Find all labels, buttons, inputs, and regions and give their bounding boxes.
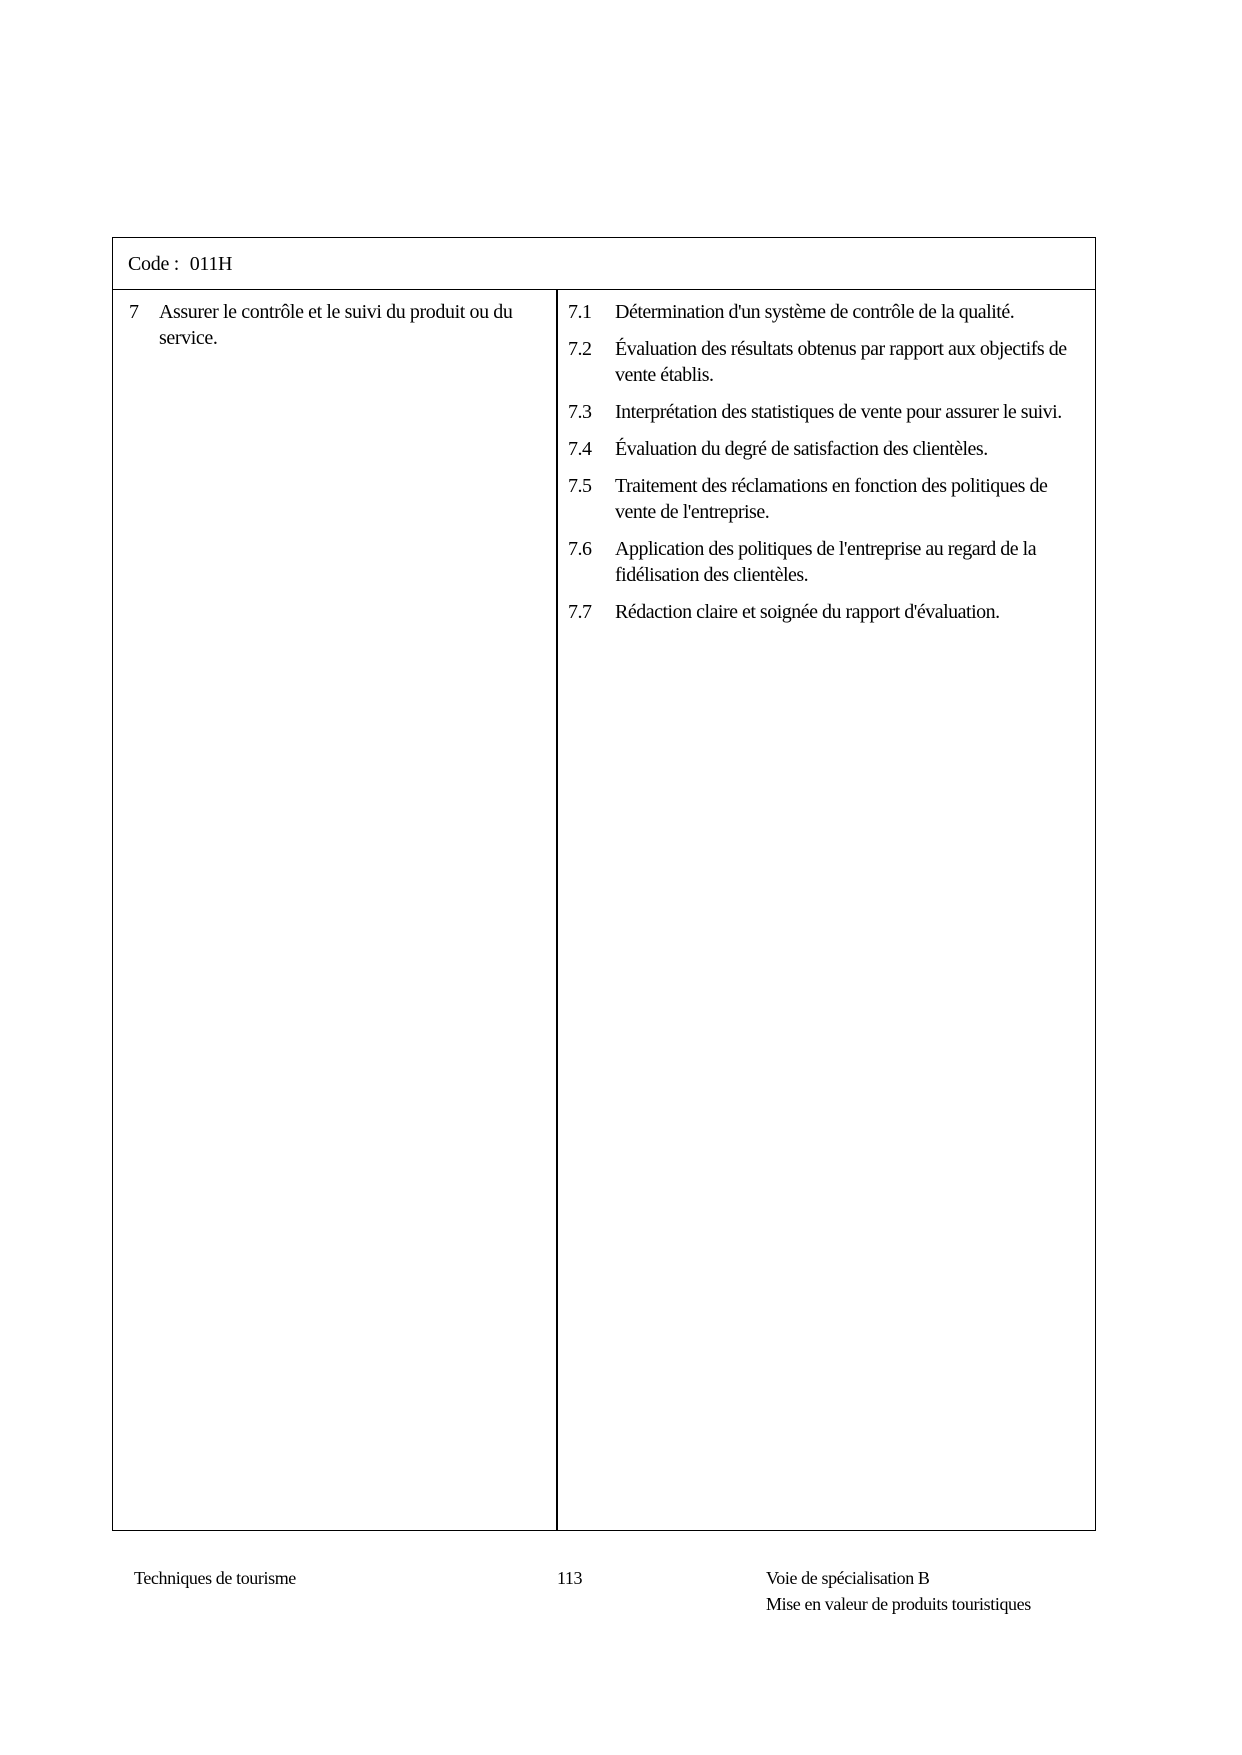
footer-specialisation-line2: Mise en valeur de produits touristiques (766, 1594, 1031, 1614)
criterion-item (568, 436, 1088, 462)
footer-specialisation-line1: Voie de spécialisation B (766, 1568, 930, 1588)
footer-page-number: 113 (557, 1568, 583, 1588)
criterion-item (568, 473, 1088, 525)
criterion-text: Rédaction claire et soignée du rapport d'évaluation. (615, 601, 1000, 623)
criterion-text: Application des politiques de l'entreprise au regard de la fidélisation des clientèles. (615, 538, 1037, 586)
competence-number: 7 (129, 301, 139, 323)
footer-specialisation (766, 1565, 1031, 1617)
criterion-item (568, 399, 1088, 425)
competency-table (112, 237, 1096, 1531)
competence-text: Assurer le contrôle et le suivi du produit ou du service. (159, 301, 513, 349)
criterion-number: 7.7 (568, 601, 592, 623)
criterion-text: Détermination d'un système de contrôle de la qualité. (615, 301, 1015, 323)
code-label: Code : (128, 253, 179, 275)
criterion-number: 7.3 (568, 401, 592, 423)
criterion-text: Interprétation des statistiques de vente pour assurer le suivi. (615, 401, 1062, 423)
criterion-number: 7.2 (568, 338, 592, 360)
criteria-column (568, 299, 1088, 636)
competence-column (129, 299, 539, 351)
criterion-text: Traitement des réclamations en fonction des politiques de vente de l'entreprise. (615, 475, 1048, 523)
criterion-item (568, 299, 1088, 325)
code-value: 011H (189, 253, 233, 275)
footer-program-title: Techniques de tourisme (134, 1568, 296, 1588)
criterion-number: 7.5 (568, 475, 592, 497)
criterion-item (568, 536, 1088, 588)
criterion-text: Évaluation des résultats obtenus par rapport aux objectifs de vente établis. (615, 338, 1067, 386)
criterion-number: 7.1 (568, 301, 592, 323)
code-header (113, 238, 1095, 290)
criterion-number: 7.4 (568, 438, 592, 460)
criterion-text: Évaluation du degré de satisfaction des clientèles. (615, 438, 988, 460)
criterion-item (568, 336, 1088, 388)
criterion-number: 7.6 (568, 538, 592, 560)
competence-element (129, 299, 539, 351)
column-divider (556, 290, 558, 1530)
criterion-item (568, 599, 1088, 625)
